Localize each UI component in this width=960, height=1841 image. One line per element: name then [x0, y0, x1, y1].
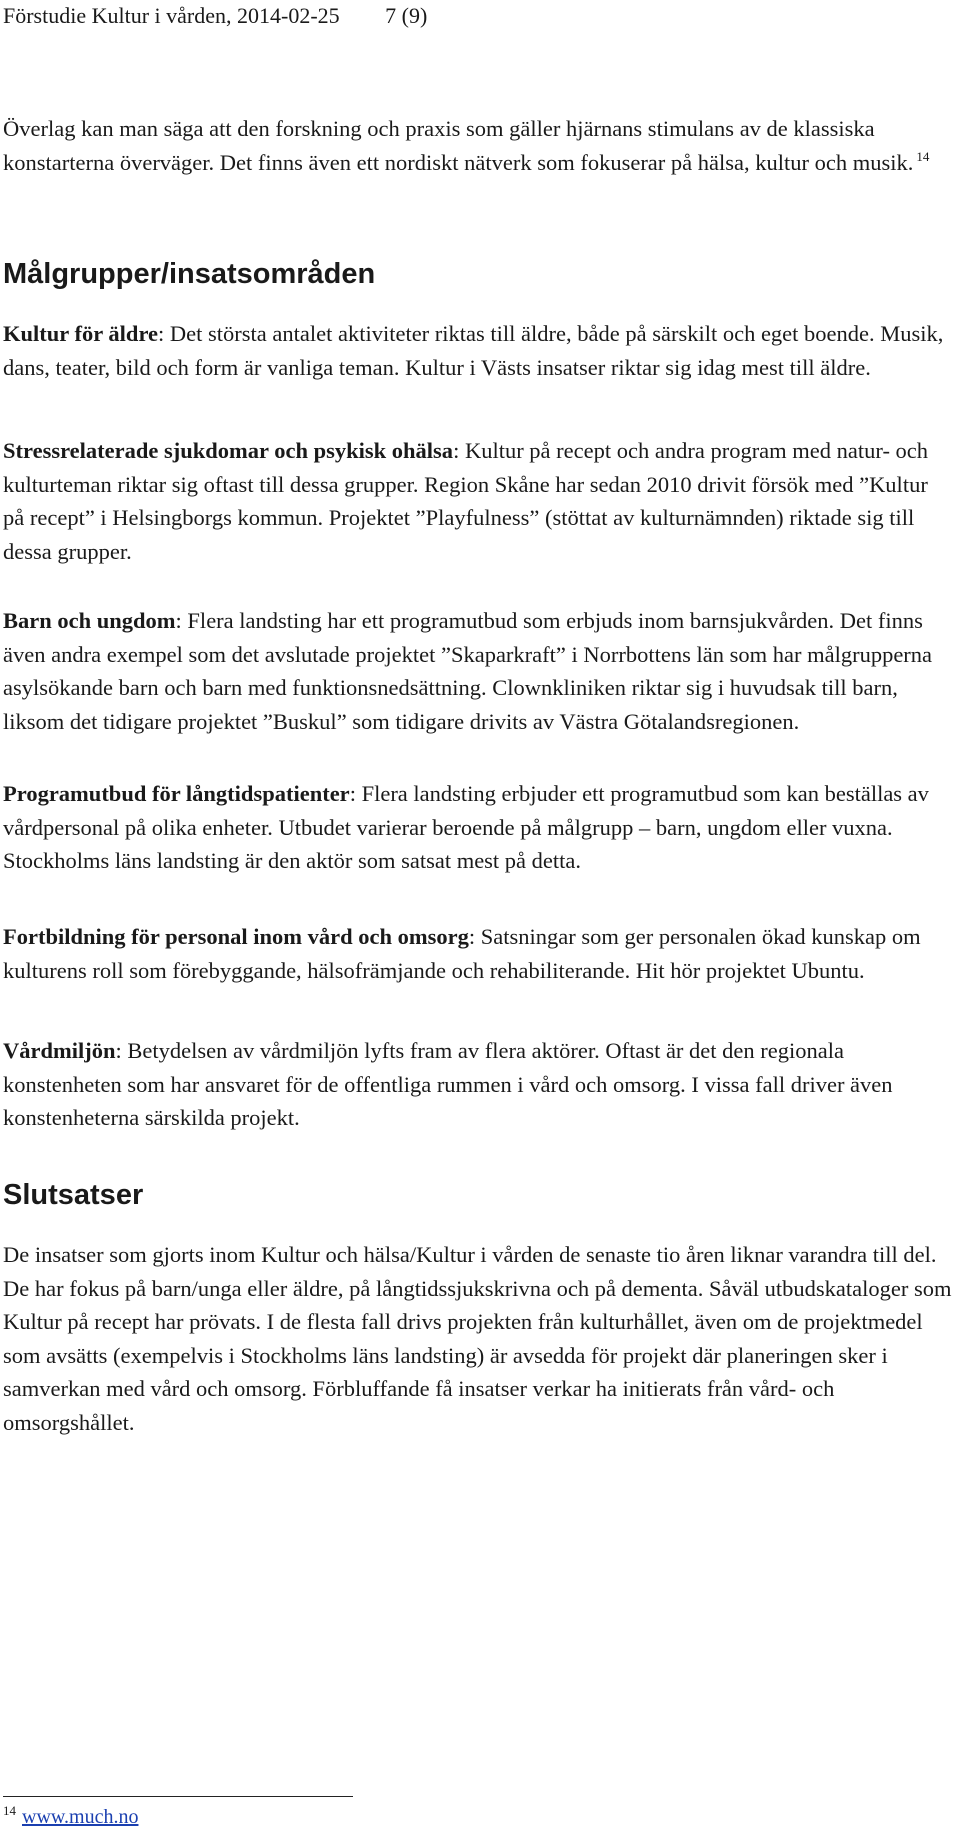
- target-group-paragraph: [3, 920, 953, 987]
- target-group-text: : Kultur på recept och andra program med natur- och kulturteman riktar sig oftast till dessa grupper. Region Skåne har sedan 2010 drivit försök med ”Kultur på recept” i Helsingborgs kommun. Projektet ”Playfulness” (stöttat av kulturnämnden) riktade sig till dessa grupper.: [3, 438, 929, 564]
- target-group-term: Fortbildning för personal inom vård och omsorg: [3, 924, 469, 949]
- page-header: [3, 2, 427, 30]
- target-group-text: : Det största antalet aktiviteter riktas till äldre, både på särskilt och eget boende. Musik, dans, teater, bild och form är vanliga teman. Kultur i Västs insatser riktar sig idag mest till äldre.: [3, 321, 944, 380]
- page-number: 7 (9): [385, 3, 428, 28]
- conclusions-paragraph: De insatser som gjorts inom Kultur och hälsa/Kultur i vården de senaste tio åren liknar varandra till del. De har fokus på barn/unga eller äldre, på långtidssjukskrivna och på dementa. Såväl utbudskataloger som Kultur på recept har prövats. I de flesta fall drivs projekten från kulturhållet, även om de projektmedel som avsätts (exempelvis i Stockholms läns landsting) är avsedda för projekt där planeringen sker i samverkan med vård och omsorg. Förbluffande få insatser verkar ha initierats från vård- och omsorgshållet.: [3, 1242, 952, 1435]
- target-group-term: Programutbud för långtidspatienter: [3, 781, 350, 806]
- intro-paragraph: [3, 112, 953, 179]
- footnote-link[interactable]: www.much.no: [22, 1806, 139, 1828]
- target-group-paragraph: [3, 777, 953, 878]
- footnote: [3, 1803, 138, 1831]
- footnote-number: 14: [3, 1803, 16, 1819]
- target-group-text: : Satsningar som ger personalen ökad kunskap om kulturens roll som förebyggande, hälsofrämjande och rehabiliterande. Hit hör projektet Ubuntu.: [3, 924, 921, 983]
- section-heading-slutsatser: Slutsatser: [3, 1179, 144, 1211]
- target-group-paragraph: [3, 317, 953, 384]
- target-group-paragraph: [3, 434, 953, 568]
- section-heading-malgrupper: Målgrupper/insatsområden: [3, 258, 376, 290]
- target-group-paragraph: [3, 1034, 953, 1135]
- target-group-text: : Flera landsting erbjuder ett programutbud som kan beställas av vårdpersonal på olika enheter. Utbudet varierar beroende på målgrupp – barn, ungdom eller vuxna. Stockholms läns landsting är den aktör som satsat mest på detta.: [3, 781, 929, 873]
- target-group-term: Barn och ungdom: [3, 608, 176, 633]
- footnote-divider: [3, 1796, 353, 1797]
- intro-text: Överlag kan man säga att den forskning och praxis som gäller hjärnans stimulans av de klassiska konstarterna överväger. Det finns även ett nordiskt nätverk som fokuserar på hälsa, kultur och musik.: [3, 116, 914, 175]
- target-group-term: Stressrelaterade sjukdomar och psykisk ohälsa: [3, 438, 454, 463]
- target-group-paragraph: [3, 604, 953, 738]
- target-group-term: Kultur för äldre: [3, 321, 159, 346]
- target-group-term: Vårdmiljön: [3, 1038, 116, 1063]
- footnote-reference[interactable]: 14: [916, 149, 930, 164]
- target-group-text: : Flera landsting har ett programutbud som erbjuds inom barnsjukvården. Det finns även andra exempel som det avslutade projektet ”Skaparkraft” i Norrbottens län som har målgrupperna asylsökande barn och barn med funktionsnedsättning. Clownkliniken riktar sig i huvudsak till barn, liksom det tidigare projektet ”Buskul” som tidigare drivits av Västra Götalandsregionen.: [3, 608, 933, 734]
- document-title: Förstudie Kultur i vården, 2014-02-25: [3, 3, 340, 28]
- target-group-text: : Betydelsen av vårdmiljön lyfts fram av flera aktörer. Oftast är det den regionala konstenheten som har ansvaret för de offentliga rummen i vård och omsorg. I vissa fall driver även konstenheterna särskilda projekt.: [3, 1038, 893, 1130]
